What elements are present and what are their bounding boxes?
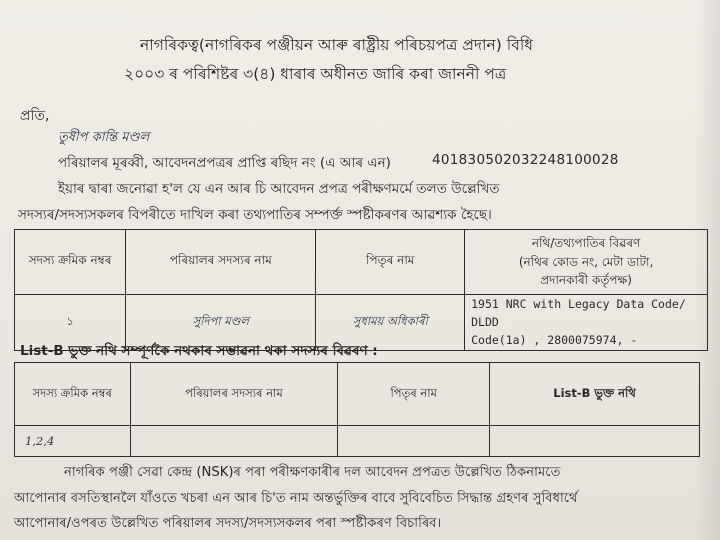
listb-header-documents: List-B ভুক্ত নথি [490,363,700,426]
notice-body-line1: ইয়াৰ দ্বাৰা জনোৱা হ'ল যে এন আৰ চি আবেদন প্ৰপত্ৰ পৰীক্ষণমৰ্মে তলত উল্লেখিত [58,181,500,197]
footer-line1: নাগৰিক পঞ্জী সেৱা কেন্দ্ৰ (NSK)ৰ পৰা পৰীক্ষণকাৰীৰ দল আবেদন প্ৰপত্ৰত উল্লেখিত ঠিকনামতে [64,465,561,480]
row-member-name: সুদিপা মণ্ডল [126,295,316,351]
row-document-details-line2: Code(1a) , 2800075974, - [471,332,638,347]
notice-body-line2: সদস্যৰ/সদস্যসকলৰ বিপৰীতে দাখিল কৰা তথ্যপাতিৰ সম্পৰ্ক্ত স্পষ্টীকৰণৰ আৱশ্যক হৈছে। [18,207,492,223]
listb-header-serial: সদস্য ক্ৰমিক নম্বৰ [15,363,131,426]
notice-title-line1: নাগৰিকত্ব(নাগৰিকৰ পঞ্জীয়ন আৰু ৰাষ্ট্ৰীয় পৰিচয়পত্ৰ প্ৰদান) বিধি [140,36,533,54]
listb-row-documents [490,426,700,457]
listb-header-member-name: পৰিয়ালৰ সদস্যৰ নাম [130,363,338,426]
listb-row-father-name [338,426,490,457]
listb-row-member-name [130,426,338,457]
header-member-name: পৰিয়ালৰ সদস্যৰ নাম [126,230,316,295]
notice-title-line2: ২০০৩ ৰ পৰিশিষ্টৰ ৩(৪) ধাৰাৰ অধীনত জাৰি কৰা জাননী পত্ৰ [124,65,507,83]
listb-section-title: List-B ভুক্ত নথি সম্পূৰ্ণকৈ নথকাৰ সম্ভাৱনা থকা সদস্যৰ বিৱৰণ : [20,343,378,359]
listb-table-header [15,363,700,426]
header-document-details-line1: নথি/তথ্যপাতিৰ বিৱৰণ [531,236,641,251]
row-document-details [465,295,708,351]
header-document-details-line2: (নথিৰ কোড নং, মেটা ডাটা, [518,254,654,269]
footer-line3: আপোনাৰ/ওপৰত উল্লেখিত পৰিয়ালৰ সদস্য/সদস্যসকলৰ পৰা স্পষ্টীকৰণ বিচাৰিব। [14,516,442,531]
header-document-details [465,230,708,295]
row-serial: ১ [15,295,126,351]
family-head-arn-label: পৰিয়ালৰ মূৰব্বী, আবেদনপ্ৰপত্ৰৰ প্ৰাপ্তি ৰছিদ নং (এ আৰ এন) [58,155,391,171]
header-document-details-line3: প্ৰদানকাৰী কৰ্তৃপক্ষ) [540,273,632,288]
row-father-name: সুধাময় অধিকাৰী [316,295,465,351]
listb-table [14,362,700,457]
page-edge-shadow [694,0,720,540]
header-father-name: পিতৃৰ নাম [316,230,465,295]
header-serial: সদস্য ক্ৰমিক নম্বৰ [15,230,126,295]
arn-number: 401830502032248100028 [432,152,619,168]
listb-header-father-name: পিতৃৰ নাম [338,363,490,426]
table-row [15,426,700,457]
to-label: প্ৰতি, [20,108,50,124]
addressee-name-handwritten: তুষীপ কান্তি মণ্ডল [58,130,150,145]
listb-row-serials-handwritten: 1,2,4 [15,426,131,457]
footer-line2: আপোনাৰ বসতিস্থানলৈ যাঁওতে খচৰা এন আৰ চি'ত নাম অন্তৰ্ভুক্তিৰ বাবে সুবিবেচিত সিদ্ধান্ত গ্ৰহণৰ সুবিধাৰ্থে [14,491,578,506]
row-document-details-line1: 1951 NRC with Legacy Data Code/ DLDD [471,297,686,329]
documents-table [14,229,708,351]
documents-table-header [15,230,708,295]
